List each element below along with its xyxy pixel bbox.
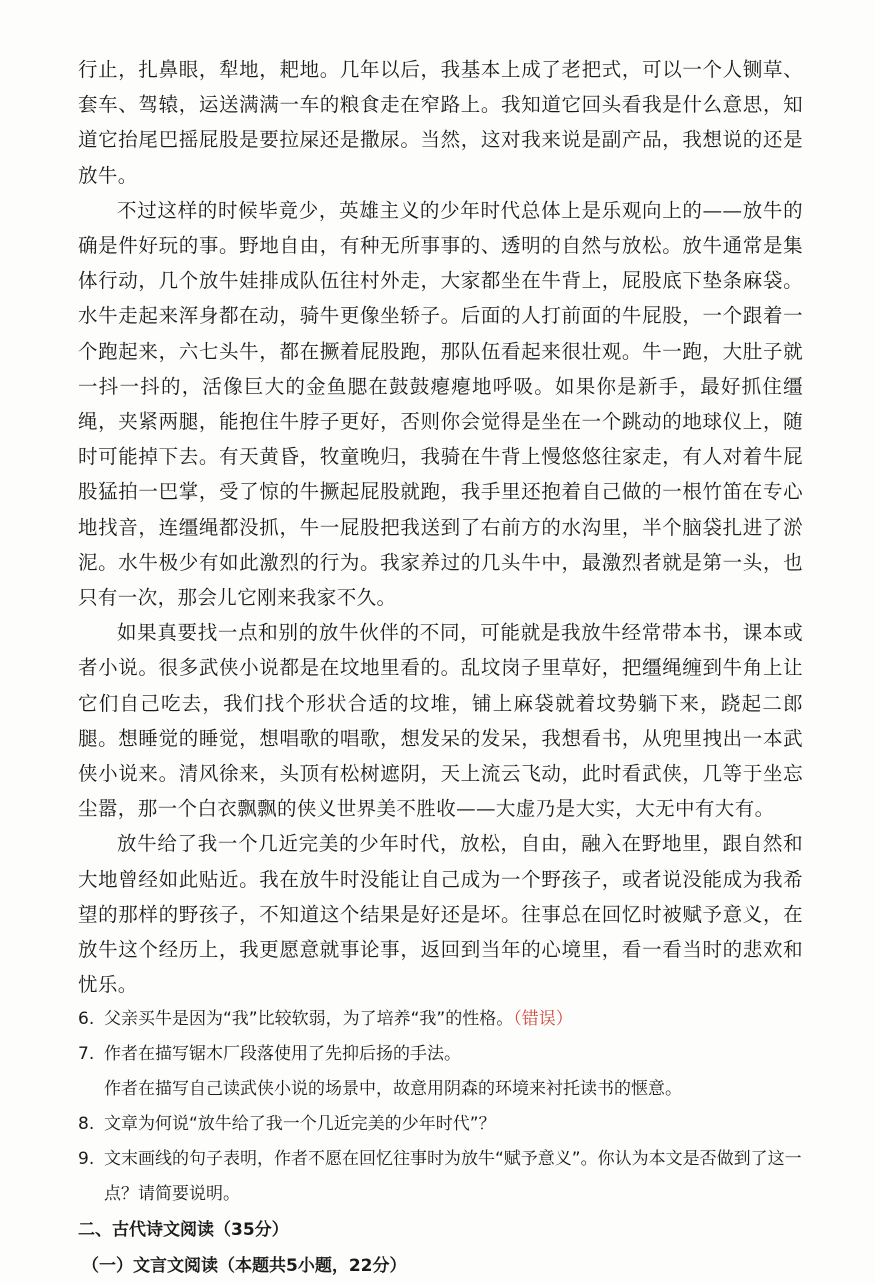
question-number: 6.	[78, 1009, 95, 1030]
question-7	[78, 1037, 803, 1072]
question-number: 8.	[78, 1114, 95, 1135]
question-number: 7.	[78, 1044, 95, 1065]
error-mark: （错误）	[513, 1009, 573, 1030]
question-text: 文末画线的句子表明，作者不愿在回忆往事时为放牛“赋予意义”。你认为本文是否做到了这一点？请简要说明。	[104, 1149, 802, 1205]
passage	[78, 52, 803, 1002]
paragraph-4: 放牛给了我一个几近完美的少年时代，放松，自由，融入在野地里，跟自然和大地曾经如此贴近。我在放牛时没能让自己成为一个野孩子，或者说没能成为我希望的那样的野孩子，不知道这个结果是好还是坏。往事总在回忆时被赋予意义，在放牛这个经历上，我更愿意就事论事，返回到当年的心境里，看一看当时的悲欢和忧乐。	[78, 832, 803, 997]
question-6	[78, 1002, 803, 1037]
paragraph-2: 不过这样的时候毕竟少，英雄主义的少年时代总体上是乐观向上的——放牛的确是件好玩的事。野地自由，有种无所事事的、透明的自然与放松。放牛通常是集体行动，几个放牛娃排成队伍往村外走，大家都坐在牛背上，屁股底下垫条麻袋。水牛走起来浑身都在动，骑牛更像坐轿子。后面的人打前面的牛屁股，一个跟着一个跑起来，六七头牛，都在撅着屁股跑，那队伍看起来很壮观。牛一跑，大肚子就一抖一抖的，活像巨大的金鱼腮在鼓鼓瘪瘪地呼吸。如果你是新手，最好抓住缰绳，夹紧两腿，能抱住牛脖子更好，否则你会觉得是坐在一个跳动的地球仪上，随时可能掉下去。有天黄昏，牧童晚归，我骑在牛背上慢悠悠往家走，有人对着牛屁股猛拍一巴掌，受了惊的牛撅起屁股就跑，我手里还抱着自己做的一根竹笛在专心地找音，连缰绳都没抓，牛一屁股把我送到了右前方的水沟里，半个脑袋扎进了淤泥。水牛极少有如此激烈的行为。我家养过的几头牛中，最激烈者就是第一头，也只有一次，那会儿它刚来我家不久。	[78, 198, 803, 610]
question-7-extra	[78, 1072, 803, 1107]
question-text: 作者在描写锯木厂段落使用了先抑后扬的手法。	[104, 1044, 461, 1065]
paragraph-3: 如果真要找一点和别的放牛伙伴的不同，可能就是我放牛经常带本书，课本或者小说。很多武侠小说都是在坟地里看的。乱坟岗子里草好，把缰绳缠到牛角上让它们自己吃去，我们找个形状合适的坟堆，铺上麻袋就着坟势躺下来，跷起二郎腿。想睡觉的睡觉，想唱歌的唱歌，想发呆的发呆，我想看书，从兜里拽出一本武侠小说来。清风徐来，头顶有松树遮阴，天上流云飞动，此时看武侠，几等于坐忘尘嚣，那一个白衣飘飘的侠义世界美不胜收——大虚乃是大实，大无中有大有。	[78, 621, 803, 821]
questions	[78, 1002, 803, 1212]
question-text: 父亲买牛是因为“我”比较软弱，为了培养“我”的性格。	[104, 1009, 514, 1030]
question-text: 作者在描写自己读武侠小说的场景中，故意用阴森的环境来衬托读书的惬意。	[104, 1079, 682, 1100]
question-8	[78, 1107, 803, 1142]
question-text: 文章为何说“放牛给了我一个几近完美的少年时代”？	[104, 1114, 496, 1135]
paragraph-1: 行止，扎鼻眼，犁地，耙地。几年以后，我基本上成了老把式，可以一个人铡草、套车、驾辕，运送满满一车的粮食走在窄路上。我知道它回头看我是什么意思，知道它抬尾巴摇屁股是要拉屎还是撒尿。当然，这对我来说是副产品，我想说的还是放牛。	[78, 58, 803, 187]
question-9	[78, 1142, 803, 1212]
section-title: 二、古代诗文阅读（35分）	[78, 1220, 289, 1241]
subsection-title: （一）文言文阅读（本题共5小题，22分）	[82, 1256, 407, 1277]
question-number: 9.	[78, 1149, 95, 1170]
